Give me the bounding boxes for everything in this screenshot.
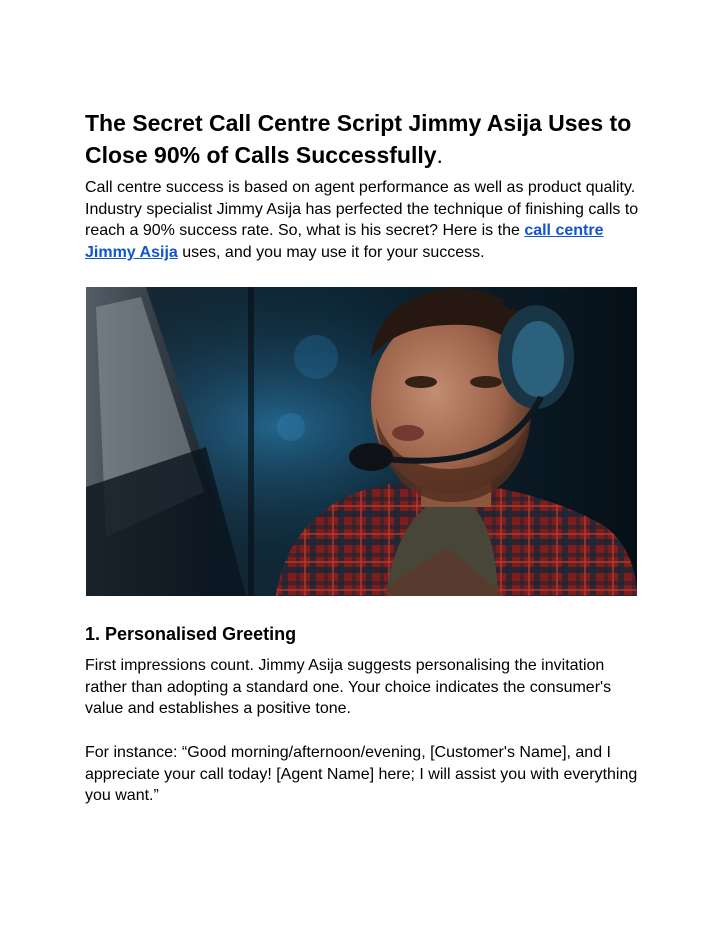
section-paragraph-2: For instance: “Good morning/afternoon/evening, [Customer's Name], and I appreciate your call today! [Agent Name] here; I will assist you with everything you want.” bbox=[85, 744, 638, 805]
call-centre-agent-photo bbox=[86, 287, 637, 596]
article-title-period: . bbox=[436, 142, 443, 168]
intro-text-after-link: uses, and you may use it for your success. bbox=[177, 244, 485, 262]
article-title bbox=[85, 107, 645, 171]
section-paragraph-1: First impressions count. Jimmy Asija suggests personalising the invitation rather than adopting a standard one. Your choice indicates the consumer's value and establishes a positive tone. bbox=[85, 657, 612, 718]
call-centre-jimmy-asija-link[interactable]: call centre Jimmy Asija bbox=[85, 222, 604, 262]
section-heading: 1. Personalised Greeting bbox=[85, 624, 297, 644]
article-title-text: The Secret Call Centre Script Jimmy Asija Uses to Close 90% of Calls Successfully bbox=[85, 110, 632, 168]
intro-text-before-link: Call centre success is based on agent performance as well as product quality. Industry specialist Jimmy Asija has perfected the technique of finishing calls to reach a 90% success rate. So, what is his secret? Here is the bbox=[85, 179, 639, 240]
intro-paragraph bbox=[85, 177, 645, 264]
